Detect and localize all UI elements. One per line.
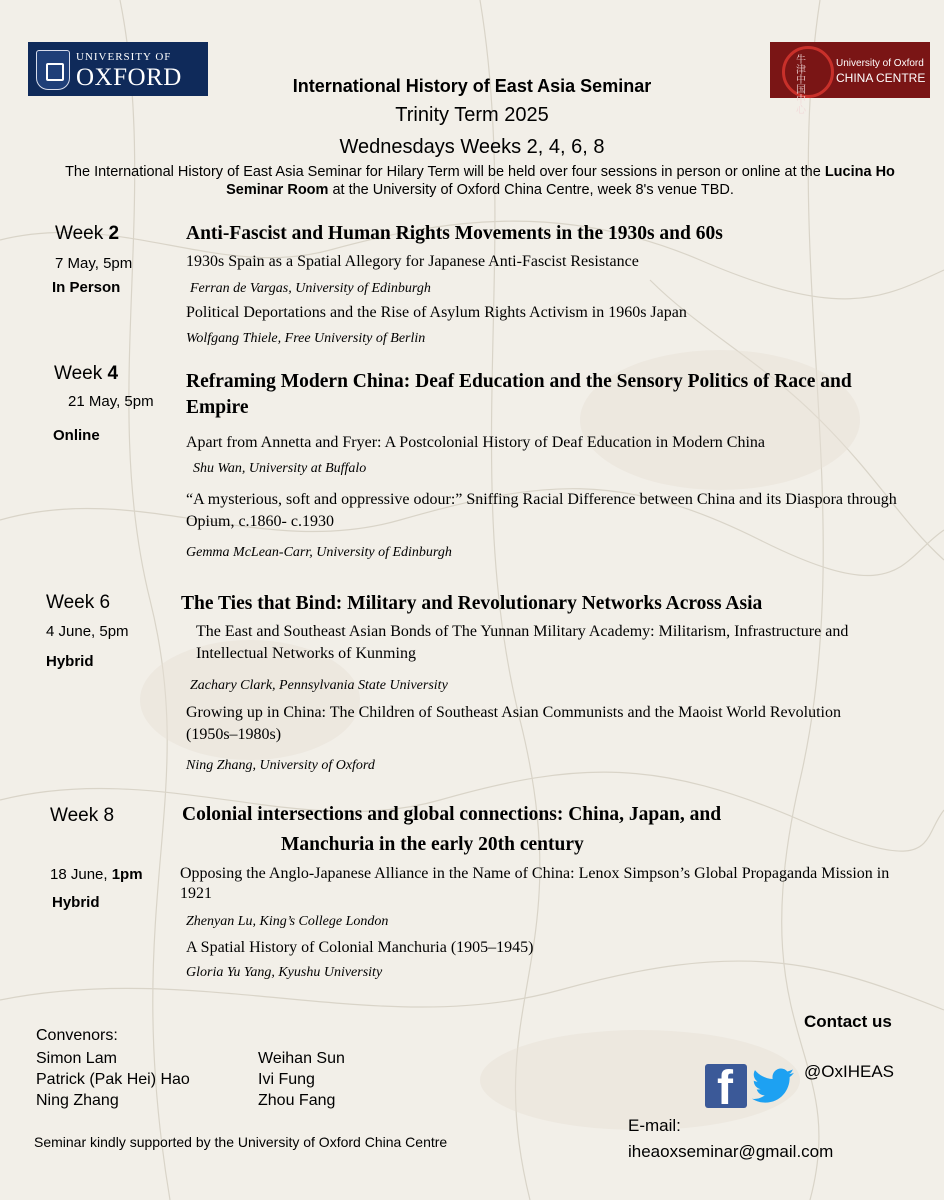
convenor-name: Patrick (Pak Hei) Hao (36, 1071, 190, 1088)
week-8-paper-1-author: Zhenyan Lu, King’s College London (186, 914, 389, 929)
week-6-date: 4 June, 5pm (46, 623, 129, 640)
oxford-logo-line2: OXFORD (76, 64, 182, 91)
week-2-label (55, 223, 119, 245)
week-6-heading: The Ties that Bind: Military and Revolutionary Networks Across Asia (181, 593, 763, 614)
weeks-subtitle: Wednesdays Weeks 2, 4, 6, 8 (339, 136, 605, 158)
twitter-handle[interactable]: @OxIHEAS (804, 1062, 894, 1081)
week-4-mode: Online (53, 427, 100, 444)
contact-title: Contact us (804, 1012, 892, 1031)
page-title: International History of East Asia Seminar (292, 76, 652, 96)
convenor-name: Zhou Fang (258, 1092, 336, 1109)
week-8-paper-1-title: Opposing the Anglo-Japanese Alliance in the Name of China: Lenox Simpson’s Global Propaganda Mission in 1921 (180, 865, 890, 902)
week-4-paper-1-title: Apart from Annetta and Fryer: A Postcolonial History of Deaf Education in Modern China (186, 434, 765, 451)
convenors-list-left (36, 1048, 190, 1111)
china-centre-logo-line2: CHINA CENTRE (836, 71, 926, 85)
week-2-paper-1-title: 1930s Spain as a Spatial Allegory for Japanese Anti-Fascist Resistance (186, 253, 639, 270)
week-8-paper-2-author: Gloria Yu Yang, Kyushu University (186, 965, 383, 980)
week-2-paper-2-author: Wolfgang Thiele, Free University of Berlin (186, 331, 426, 346)
week-2-paper-1-author: Ferran de Vargas, University of Edinburgh (190, 281, 431, 296)
week-8-label (50, 805, 114, 827)
convenors-list-right (258, 1048, 345, 1111)
week-word: Week (55, 223, 109, 244)
term-subtitle: Trinity Term 2025 (395, 104, 549, 126)
email-address[interactable]: iheaoxseminar@gmail.com (628, 1142, 834, 1161)
week-6-paper-1-title: The East and Southeast Asian Bonds of The Yunnan Military Academy: Militarism, Infrastructure and Intellectual Networks of Kunming (196, 623, 849, 662)
convenor-name: Ivi Fung (258, 1071, 315, 1088)
week-2-date: 7 May, 5pm (55, 255, 133, 272)
week-8-mode: Hybrid (52, 894, 100, 911)
week-6-paper-2-author: Ning Zhang, University of Oxford (186, 758, 375, 773)
facebook-icon[interactable]: f (705, 1064, 747, 1108)
week-6-paper-1-author: Zachary Clark, Pennsylvania State University (190, 678, 448, 693)
intro-text (60, 163, 900, 199)
week-4-paper-1-author: Shu Wan, University at Buffalo (193, 461, 367, 476)
week-6-label (46, 592, 110, 614)
intro-text-a: The International History of East Asia Seminar for Hilary Term will be held over four sessions in person or online at the (65, 164, 825, 180)
email-label: E-mail: (628, 1116, 681, 1135)
week-word: Week 8 (50, 805, 115, 826)
week-8-date (50, 866, 143, 883)
week-4-paper-2-title: “A mysterious, soft and oppressive odour:” Sniffing Racial Difference between China and its Diaspora through Opium, c.1860- c.1930 (186, 491, 897, 530)
week-4-label (54, 363, 118, 385)
convenor-name: Ning Zhang (36, 1092, 119, 1109)
week-word: Week (54, 363, 108, 384)
week-8-date-time: 1pm (111, 866, 143, 883)
week-8-heading-line1: Colonial intersections and global connections: China, Japan, and (182, 804, 722, 825)
oxford-logo-line1: UNIVERSITY OF (76, 51, 172, 63)
week-word: Week 6 (46, 592, 111, 613)
week-4-heading: Reframing Modern China: Deaf Education and the Sensory Politics of Race and Empire (186, 371, 852, 418)
week-2-heading: Anti-Fascist and Human Rights Movements in the 1930s and 60s (186, 223, 723, 244)
week-8-date-day: 18 June, (50, 866, 112, 883)
week-6-mode: Hybrid (46, 653, 94, 670)
week-number: 4 (107, 363, 119, 384)
week-2-paper-2-title: Political Deportations and the Rise of Asylum Rights Activism in 1960s Japan (186, 304, 687, 321)
convenor-name: Simon Lam (36, 1050, 117, 1067)
intro-text-b: at the University of Oxford China Centre, week 8's venue TBD. (328, 182, 734, 198)
twitter-icon[interactable] (752, 1068, 794, 1104)
week-6-paper-2-title: Growing up in China: The Children of Southeast Asian Communists and the Maoist World Revolution (1950s–1980s) (186, 704, 841, 743)
week-number: 2 (108, 223, 120, 244)
china-centre-logo-line1: University of Oxford (836, 58, 924, 69)
convenor-name: Weihan Sun (258, 1050, 345, 1067)
week-8-heading-line2: Manchuria in the early 20th century (281, 834, 584, 855)
china-centre-glyphs: 牛津中国中心 (796, 55, 808, 116)
support-note: Seminar kindly supported by the University of Oxford China Centre (34, 1134, 448, 1150)
week-8-paper-2-title: A Spatial History of Colonial Manchuria (1905–1945) (186, 939, 534, 956)
week-2-mode: In Person (52, 279, 121, 296)
week-4-date: 21 May, 5pm (68, 393, 154, 410)
convenors-title: Convenors: (36, 1027, 118, 1044)
venue-name: Lucina Ho Seminar Room (226, 164, 895, 198)
week-4-paper-2-author: Gemma McLean-Carr, University of Edinburgh (186, 545, 452, 560)
